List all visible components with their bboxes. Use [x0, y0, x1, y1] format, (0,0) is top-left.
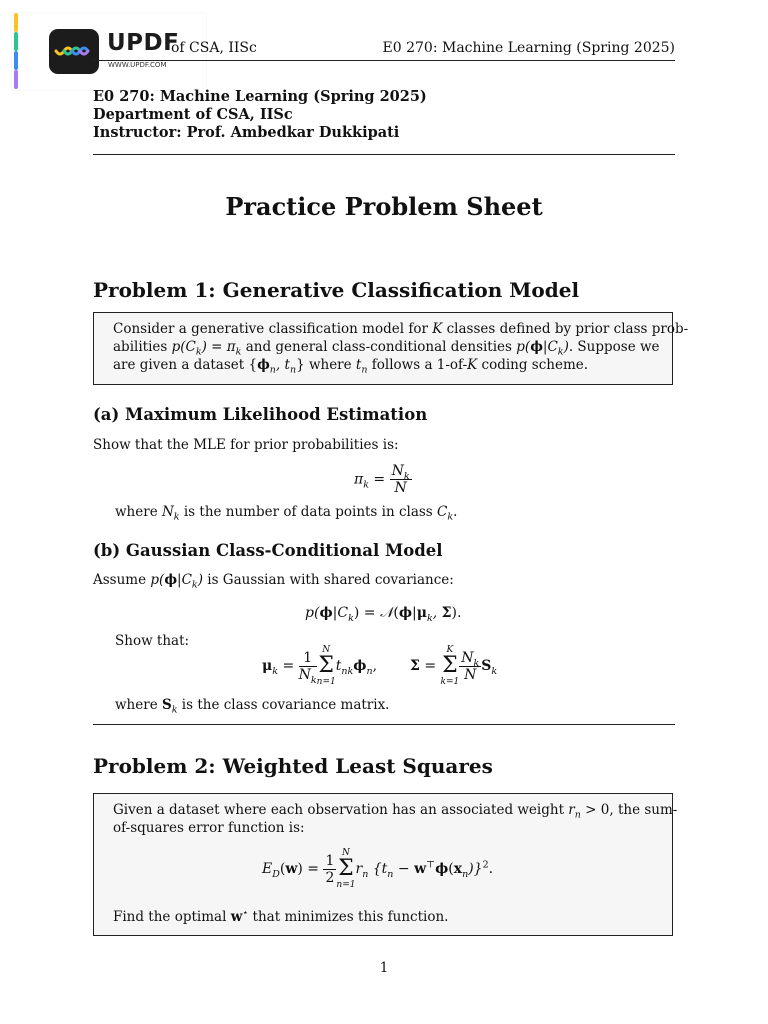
page-number: 1 — [379, 960, 389, 976]
gaussian-class-conditional-equation: $p(\phi|C_k)$ = $𝒩(\phi|\mu_k$, Σ). — [305, 605, 462, 624]
problem-1-line-1: Consider a generative classification model for K classes defined by prior class prob- — [113, 321, 689, 337]
course-rule — [93, 154, 675, 155]
logo-wordmark: UPDF — [107, 30, 180, 56]
page-title: Practice Problem Sheet — [225, 192, 543, 221]
problem-1-heading: Problem 1: Generative Classification Model — [93, 278, 580, 302]
running-header — [93, 40, 675, 60]
problem-1-line-3: are given a dataset {$\phi_n$, $t_n$} where $t_n$ follows a 1-of-K coding scheme. — [113, 357, 589, 376]
part-a-where: where $N_k$ is the number of data points in class $C_k$. — [115, 504, 458, 523]
problem-2-line-1: Given a dataset where each observation has an associated weight $r_n > 0$, the sum- — [113, 802, 678, 821]
shared-covariance-equation: Σ = K Σ k=1 $\frac{N_k}{N}$ $S_k$ — [410, 645, 498, 687]
logo-color-bars — [14, 13, 18, 90]
logo-url: WWW.UPDF.COM — [108, 61, 167, 69]
show-that-label: Show that: — [115, 633, 190, 649]
department: Department of CSA, IISc — [93, 106, 293, 123]
mle-prior-equation: $\pi_k$ = $\frac{N_k}{N}$ — [354, 463, 410, 496]
course-name: E0 270: Machine Learning (Spring 2025) — [93, 88, 427, 105]
problem-2-task: Find the optimal w⋆ that minimizes this function. — [113, 907, 449, 925]
running-header-right: E0 270: Machine Learning (Spring 2025) — [382, 40, 675, 56]
problem-2-line-2: of-squares error function is: — [113, 820, 305, 836]
part-b-intro: Assume $p(\phi|C_k)$ is Gaussian with shared covariance: — [93, 572, 454, 591]
part-b-heading: (b) Gaussian Class-Conditional Model — [93, 541, 443, 560]
problem-2-heading: Problem 2: Weighted Least Squares — [93, 754, 493, 778]
part-a-heading: (a) Maximum Likelihood Estimation — [93, 405, 428, 424]
part-b-where: where $S_k$ is the class covariance matrix. — [115, 697, 390, 716]
updf-app-icon — [49, 29, 99, 74]
instructor: Instructor: Prof. Ambedkar Dukkipati — [93, 124, 400, 141]
header-rule — [93, 60, 675, 61]
running-header-left: of CSA, IISc — [171, 40, 257, 56]
part-a-intro: Show that the MLE for prior probabilities is: — [93, 437, 399, 453]
weighted-sse-equation: $E_D(w)$ = $\frac{1}{2}$ N Σ n=1 $r_n$ $\{t_n - w^⊤\phi(x_n)\}^2$. — [262, 848, 494, 890]
problem-1-line-2: abilities $p(C_k) = \pi_k$ and general class-conditional densities $p(\phi|C_k)$. Suppose we — [113, 339, 660, 358]
section-rule — [93, 724, 675, 725]
course-info — [93, 88, 427, 142]
mean-estimate-equation: $\mu_k$ = $\frac{1}{N_k}$ N Σ n=1 $t_{nk}\phi_n$, — [262, 645, 378, 687]
